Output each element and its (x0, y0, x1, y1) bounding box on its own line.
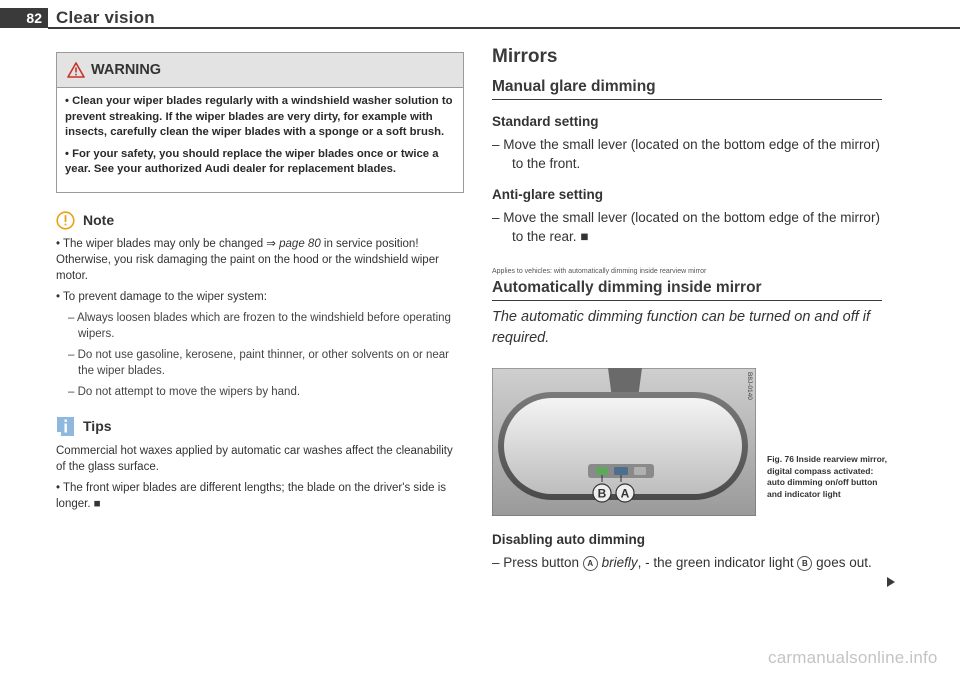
figure-label-b: B (597, 486, 607, 501)
warning-triangle-icon (67, 62, 85, 78)
antiglare-setting-heading: Anti-glare setting (492, 187, 604, 202)
warning-title: WARNING (91, 62, 162, 78)
disable-auto-dimming-block (492, 532, 892, 572)
tips-paragraph: • The front wiper blades are different lengths; the blade on the driver's side is longer. ■ (56, 481, 446, 510)
applicability-note: Applies to vehicles: with automatically dimming inside rearview mirror (492, 268, 707, 275)
mirror-figure (492, 368, 756, 516)
tips-paragraph: Commercial hot waxes applied by automatic car washes affect the cleanability of the glass surface. (56, 444, 453, 473)
mirrors-heading: Mirrors (492, 46, 558, 67)
note-title: Note (83, 212, 115, 228)
warning-item: • Clean your wiper blades regularly with a windshield washer solution to prevent streaking. If the wiper blades are very dirty, for example with insects, carefully clean the wiper blades with a sponge or a soft brush. (65, 95, 453, 138)
tips-heading (56, 416, 464, 437)
right-column (492, 46, 882, 349)
antiglare-setting-step: – Move the small lever (located on the bottom edge of the mirror) to the rear. ■ (492, 210, 880, 244)
indicator-b-marker: B (797, 556, 812, 571)
warning-box (56, 52, 464, 193)
disable-auto-dimming-heading: Disabling auto dimming (492, 532, 646, 547)
warning-item: • For your safety, you should replace the wiper blades once or twice a year. See your authorized Audi dealer for replacement blades. (65, 147, 439, 175)
left-column (56, 52, 464, 517)
page-header (0, 0, 960, 30)
note-paragraph: • To prevent damage to the wiper system: (56, 290, 267, 303)
disable-auto-dimming-step: – Press button A briefly, - the green indicator light B goes out. (492, 555, 872, 570)
button-a-marker: A (583, 556, 598, 571)
figure-code: B8J-0140 (746, 372, 753, 400)
note-exclamation-icon (56, 211, 75, 230)
auto-dimming-heading: Automatically dimming inside mirror (492, 279, 882, 301)
figure-label-a: A (620, 486, 630, 501)
note-paragraph: • The wiper blades may only be changed ⇒ page 80 in service position! Otherwise, you risk damaging the paint on the hood or the windshield wiper motor. (56, 237, 439, 282)
standard-setting-heading: Standard setting (492, 114, 599, 129)
standard-setting-step: – Move the small lever (located on the bottom edge of the mirror) to the front. (492, 137, 880, 171)
warning-header (57, 53, 463, 88)
watermark: carmanualsonline.info (768, 648, 938, 667)
header-rule (48, 27, 960, 29)
note-heading (56, 211, 464, 230)
tips-info-icon (56, 416, 75, 437)
rearview-mirror-illustration (492, 368, 756, 516)
figure-caption: Fig. 76 Inside rearview mirror, digital compass activated: auto dimming on/off button and indicator light (767, 454, 887, 499)
continue-arrow-icon (886, 576, 896, 588)
tips-title: Tips (83, 418, 112, 434)
note-dash-item: – Do not attempt to move the wipers by hand. (68, 385, 301, 398)
section-title: Clear vision (56, 8, 155, 27)
page-number: 82 (0, 8, 48, 28)
note-dash-item: – Always loosen blades which are frozen to the windshield before operating wipers. (68, 311, 451, 340)
manual-glare-heading: Manual glare dimming (492, 78, 882, 100)
page-reference-link[interactable]: page 80 (279, 237, 321, 250)
warning-body (57, 88, 463, 192)
auto-dimming-lead: The automatic dimming function can be turned on and off if required. (492, 309, 871, 346)
note-dash-item: – Do not use gasoline, kerosene, paint thinner, or other solvents on or near the wiper blades. (68, 348, 450, 377)
